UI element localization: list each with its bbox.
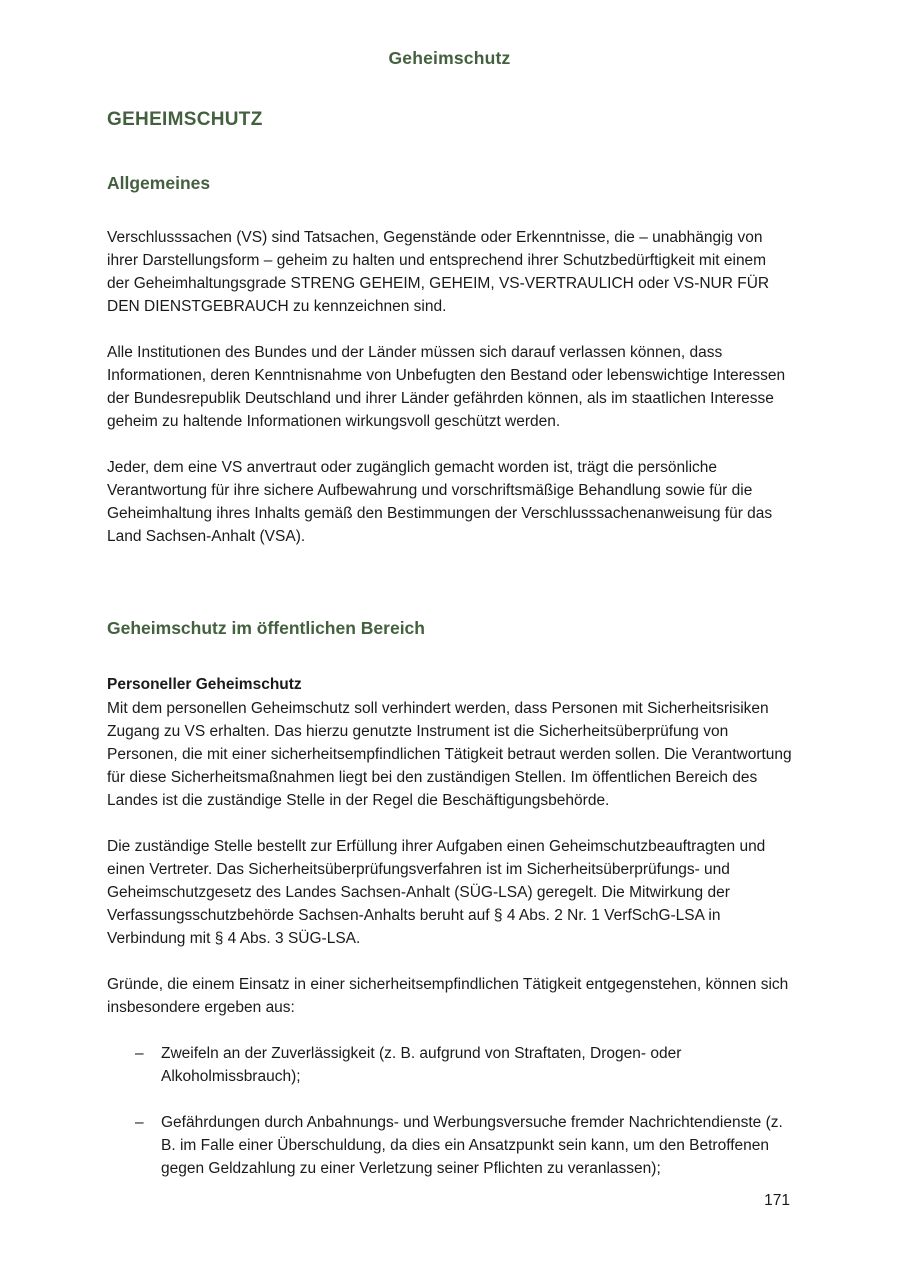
- paragraph: Die zuständige Stelle bestellt zur Erfüllung ihrer Aufgaben einen Geheimschutzbeauftragten und einen Vertreter. Das Sicherheitsüberprüfungsverfahren ist im Sicherheitsüberprüfungs- und Geheimschutzgesetz des Landes Sachsen-Anhalt (SÜG-LSA) geregelt. Die Mitwirkung der Verfassungsschutzbehörde Sachsen-Anhalts beruht auf § 4 Abs. 2 Nr. 1 VerfSchG-LSA in Verbindung mit § 4 Abs. 3 SÜG-LSA.: [107, 838, 766, 947]
- paragraph: Verschlusssachen (VS) sind Tatsachen, Gegenstände oder Erkenntnisse, die – unabhängig von ihrer Darstellungsform – geheim zu halten und entsprechend ihrer Schutzbedürftigkeit mit einem der Geheimhaltungsgrade STRENG GEHEIM, GEHEIM, VS-VERTRAULICH oder VS-NUR FÜR DEN DIENSTGEBRAUCH zu kennzeichnen sind.: [107, 229, 770, 315]
- page-content: [107, 48, 792, 1203]
- list-item: [135, 1042, 792, 1088]
- paragraph: Jeder, dem eine VS anvertraut oder zugänglich gemacht worden ist, trägt die persönliche Verantwortung für ihre sichere Aufbewahrung und vorschriftsmäßige Behandlung sowie für die Geheimhaltung ihres Inhalts gemäß den Bestimmungen der Verschlusssachenanweisung für das Land Sachsen-Anhalt (VSA).: [107, 459, 773, 545]
- list-item-text: Gefährdungen durch Anbahnungs- und Werbungsversuche fremder Nachrichtendienste (z. B. im Falle einer Überschuldung, da dies ein Ansatzpunkt sein kann, um den Betroffenen gegen Geldzahlung zu einer Verletzung seiner Pflichten zu veranlassen);: [161, 1114, 783, 1177]
- section-heading-allgemeines: Allgemeines: [107, 173, 211, 193]
- dash-bullet-marker: –: [135, 1114, 144, 1131]
- dash-bullet-list: [107, 1042, 792, 1180]
- list-item-text: Zweifeln an der Zuverlässigkeit (z. B. aufgrund von Straftaten, Drogen- oder Alkoholmissbrauch);: [161, 1045, 682, 1085]
- subheading-personeller-geheimschutz: Personeller Geheimschutz: [107, 676, 302, 693]
- dash-bullet-marker: –: [135, 1045, 144, 1062]
- running-header: Geheimschutz: [388, 48, 511, 68]
- section-heading-oeffentlicher-bereich: Geheimschutz im öffentlichen Bereich: [107, 618, 425, 638]
- paragraph: Alle Institutionen des Bundes und der Länder müssen sich darauf verlassen können, dass Informationen, deren Kenntnisnahme von Unbefugten den Bestand oder lebenswichtige Interessen der Bundesrepublik Deutschland und ihrer Länder gefährden können, als im staatlichen Interesse geheim zu haltende Informationen wirkungsvoll geschützt werden.: [107, 344, 786, 430]
- list-item: [135, 1111, 792, 1180]
- paragraph: Mit dem personellen Geheimschutz soll verhindert werden, dass Personen mit Sicherheitsrisiken Zugang zu VS erhalten. Das hierzu genutzte Instrument ist die Sicherheitsüberprüfung von Personen, die mit einer sicherheitsempfindlichen Tätigkeit betraut werden sollen. Die Verantwortung für diese Sicherheitsmaßnahmen liegt bei den zuständigen Stellen. Im öffentlichen Bereich des Landes ist die zuständige Stelle in der Regel die Beschäftigungsbehörde.: [107, 700, 792, 809]
- main-title: GEHEIMSCHUTZ: [107, 109, 263, 130]
- page-number: 171: [764, 1192, 790, 1209]
- paragraph: Gründe, die einem Einsatz in einer sicherheitsempfindlichen Tätigkeit entgegenstehen, können sich insbesondere ergeben aus:: [107, 976, 789, 1016]
